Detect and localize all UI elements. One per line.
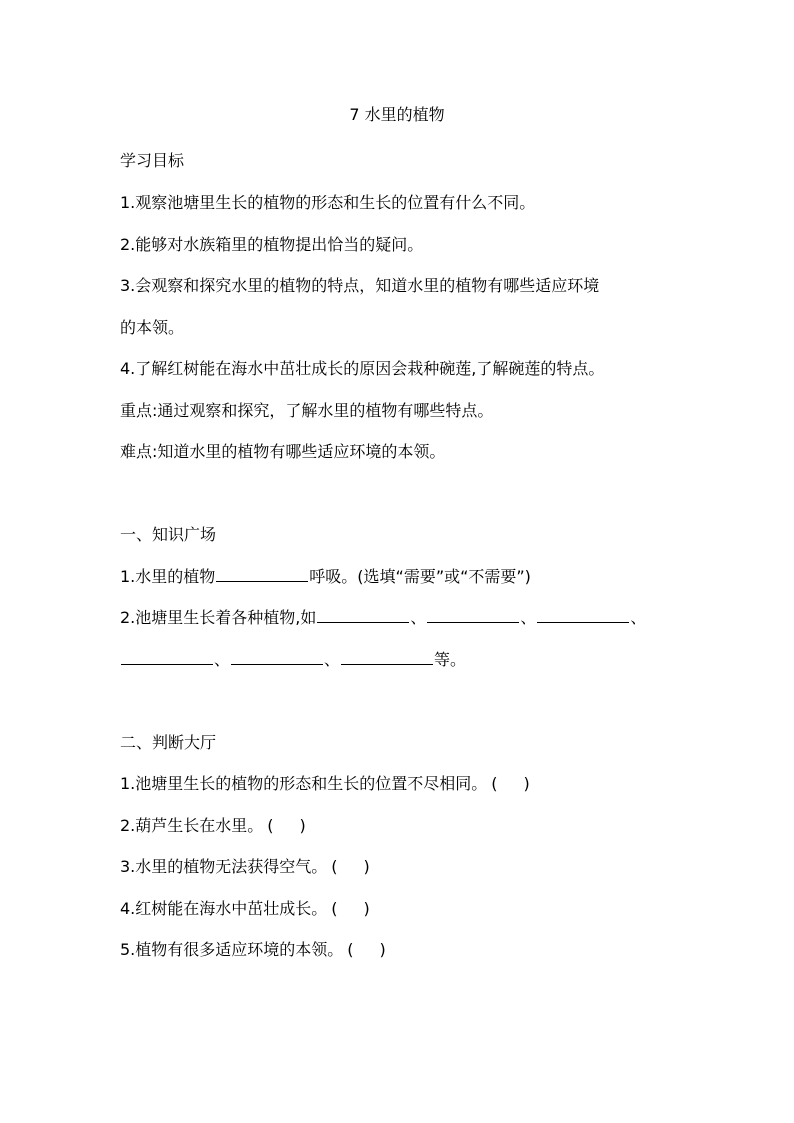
answer-blank[interactable] — [537, 608, 629, 623]
paren-open: ( — [331, 899, 338, 918]
paren-open: ( — [347, 940, 354, 959]
answer-parentheses[interactable] — [267, 816, 306, 836]
goal-item-3-line-2: 的本领。 — [120, 318, 185, 337]
judgment-question-1 — [120, 774, 530, 794]
judgment-question-2-text: 2.葫芦生长在水里。 — [120, 816, 264, 835]
fill-question-2-line-1 — [120, 608, 646, 628]
paren-close: ) — [299, 816, 306, 835]
answer-blank[interactable] — [216, 567, 308, 582]
answer-parentheses[interactable] — [331, 899, 370, 919]
goal-item-3-line-1: 3.会观察和探究水里的植物的特点，知道水里的植物有哪些适应环境 — [120, 276, 600, 295]
answer-parentheses[interactable] — [491, 774, 530, 794]
fill-question-1-prefix: 1.水里的植物 — [120, 567, 216, 586]
paren-open: ( — [331, 857, 338, 876]
section-judgment-heading: 二、判断大厅 — [120, 733, 217, 752]
separator: 、 — [324, 650, 341, 669]
paren-close: ) — [363, 857, 370, 876]
separator: 、 — [410, 608, 427, 627]
goal-item-1: 1.观察池塘里生长的植物的形态和生长的位置有什么不同。 — [120, 193, 536, 212]
fill-question-1 — [120, 567, 531, 587]
judgment-question-3-text: 3.水里的植物无法获得空气。 — [120, 857, 328, 876]
answer-parentheses[interactable] — [347, 940, 386, 960]
judgment-question-1-text: 1.池塘里生长的植物的形态和生长的位置不尽相同。 — [120, 774, 488, 793]
fill-question-1-suffix: 呼吸。(选填“需要”或“不需要”) — [309, 567, 531, 586]
paren-open: ( — [491, 774, 498, 793]
answer-blank[interactable] — [317, 608, 409, 623]
answer-blank[interactable] — [427, 608, 519, 623]
judgment-question-4 — [120, 899, 370, 919]
judgment-question-3 — [120, 857, 370, 877]
difficult-point: 难点:知道水里的植物有哪些适应环境的本领。 — [120, 442, 446, 461]
judgment-question-2 — [120, 816, 306, 836]
separator: 、 — [520, 608, 537, 627]
judgment-question-4-text: 4.红树能在海水中茁壮成长。 — [120, 899, 328, 918]
judgment-question-5-text: 5.植物有很多适应环境的本领。 — [120, 940, 344, 959]
goals-heading: 学习目标 — [120, 151, 185, 170]
paren-open: ( — [267, 816, 274, 835]
fill-question-2-line-2 — [120, 650, 466, 670]
answer-blank[interactable] — [231, 650, 323, 665]
fill-question-2-prefix: 2.池塘里生长着各种植物,如 — [120, 608, 317, 627]
answer-blank[interactable] — [341, 650, 433, 665]
fill-question-2-end: 等。 — [434, 650, 467, 669]
answer-parentheses[interactable] — [331, 857, 370, 877]
separator: 、 — [630, 608, 647, 627]
judgment-question-5 — [120, 940, 386, 960]
key-point: 重点:通过观察和探究，了解水里的植物有哪些特点。 — [120, 401, 494, 420]
paren-close: ) — [523, 774, 530, 793]
paren-close: ) — [363, 899, 370, 918]
goal-item-2: 2.能够对水族箱里的植物提出恰当的疑问。 — [120, 235, 424, 254]
answer-blank[interactable] — [121, 650, 213, 665]
section-knowledge-heading: 一、知识广场 — [120, 525, 217, 544]
separator: 、 — [214, 650, 231, 669]
page-title: 7 水里的植物 — [349, 105, 445, 124]
goal-item-4: 4.了解红树能在海水中茁壮成长的原因会栽种碗莲,了解碗莲的特点。 — [120, 359, 605, 378]
paren-close: ) — [379, 940, 386, 959]
